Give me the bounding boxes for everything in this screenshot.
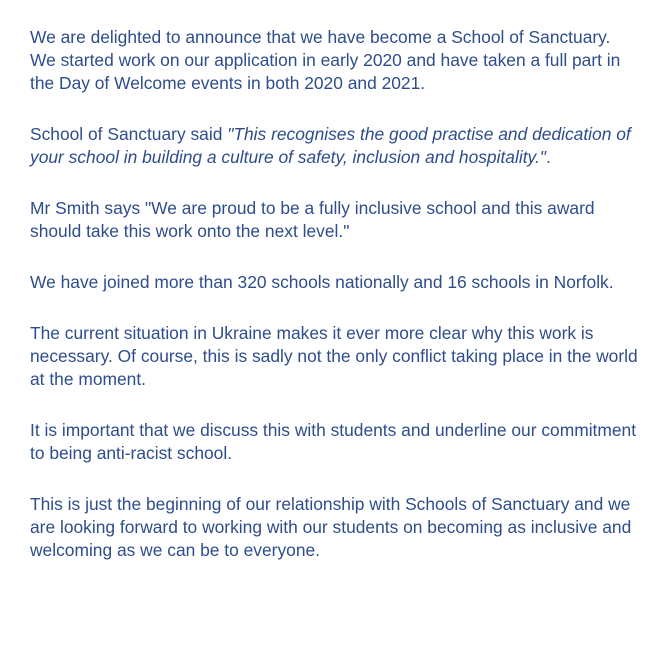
paragraph-beginning: This is just the beginning of our relationship with Schools of Sanctuary and we are looking forward to working with our students on becoming as inclusive and welcoming as we can be to everyone. xyxy=(30,494,632,560)
paragraph-ukraine: The current situation in Ukraine makes it ever more clear why this work is necessary. Of course, this is sadly not the only conflict taking place in the world at the moment. xyxy=(30,323,638,389)
quote-lead: School of Sanctuary said xyxy=(30,124,228,144)
quote-text: "This recognises the good practise and dedication of your school in building a culture of safety, inclusion and hospitality." xyxy=(30,124,631,167)
article-body xyxy=(30,26,640,590)
paragraph-anti-racist: It is important that we discuss this with students and underline our commitment to being anti-racist school. xyxy=(30,420,637,463)
quote-tail: . xyxy=(545,147,551,167)
paragraph-schools-count: We have joined more than 320 schools nationally and 16 schools in Norfolk. xyxy=(30,272,614,292)
paragraph-announcement: We are delighted to announce that we have become a School of Sanctuary. We started work on our application in early 2020 and have taken a full part in the Day of Welcome events in both 2020 and 2021. xyxy=(30,27,621,93)
paragraph-headteacher-quote: Mr Smith says "We are proud to be a fully inclusive school and this award should take this work onto the next level." xyxy=(30,198,595,241)
paragraph-sanctuary-quote xyxy=(30,123,640,169)
